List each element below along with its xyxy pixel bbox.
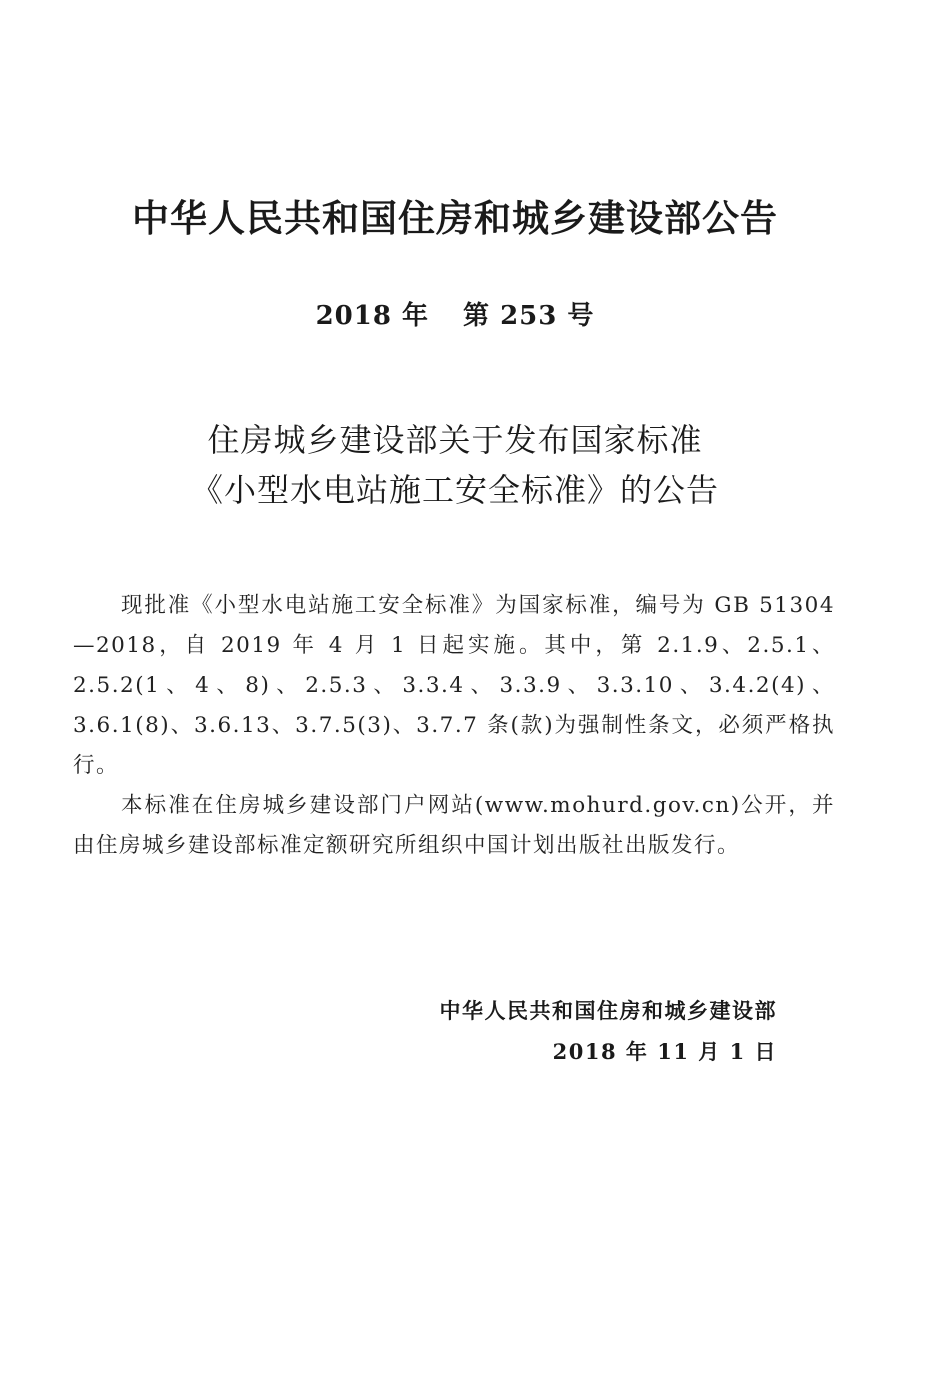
body-paragraph-1: 现批准《小型水电站施工安全标准》为国家标准，编号为 GB 51304—2018，自 2019 年 4 月 1 日起实施。其中，第 2.1.9、2.5.1、2.5.2(1、4、8)、2.5.3、3.3.4、3.3.9、3.3.10、3.4.2(4)、3.6.1(8)、3.6.13、3.7.5(3)、3.7.7 条(款)为强制性条文，必须严格执行。: [73, 593, 835, 778]
announcement-title: 中华人民共和国住房和城乡建设部公告: [132, 197, 778, 240]
body-paragraph-2: 本标准在住房城乡建设部门户网站(www.mohurd.gov.cn)公开，并由住房城乡建设部标准定额研究所组织中国计划出版社出版发行。: [73, 793, 835, 858]
announcement-number-line: [0, 295, 910, 332]
issue-date: 2018 年 11 月 1 日: [552, 1039, 777, 1064]
issuing-authority: 中华人民共和国住房和城乡建设部: [439, 999, 777, 1023]
announcement-body: [73, 586, 835, 866]
subtitle-line-1: 住房城乡建设部关于发布国家标准: [207, 421, 703, 459]
subtitle-line-2: 《小型水电站施工安全标准》的公告: [190, 471, 719, 509]
announcement-number: 第 253 号: [463, 301, 595, 331]
announcement-year: 2018 年: [315, 301, 430, 331]
